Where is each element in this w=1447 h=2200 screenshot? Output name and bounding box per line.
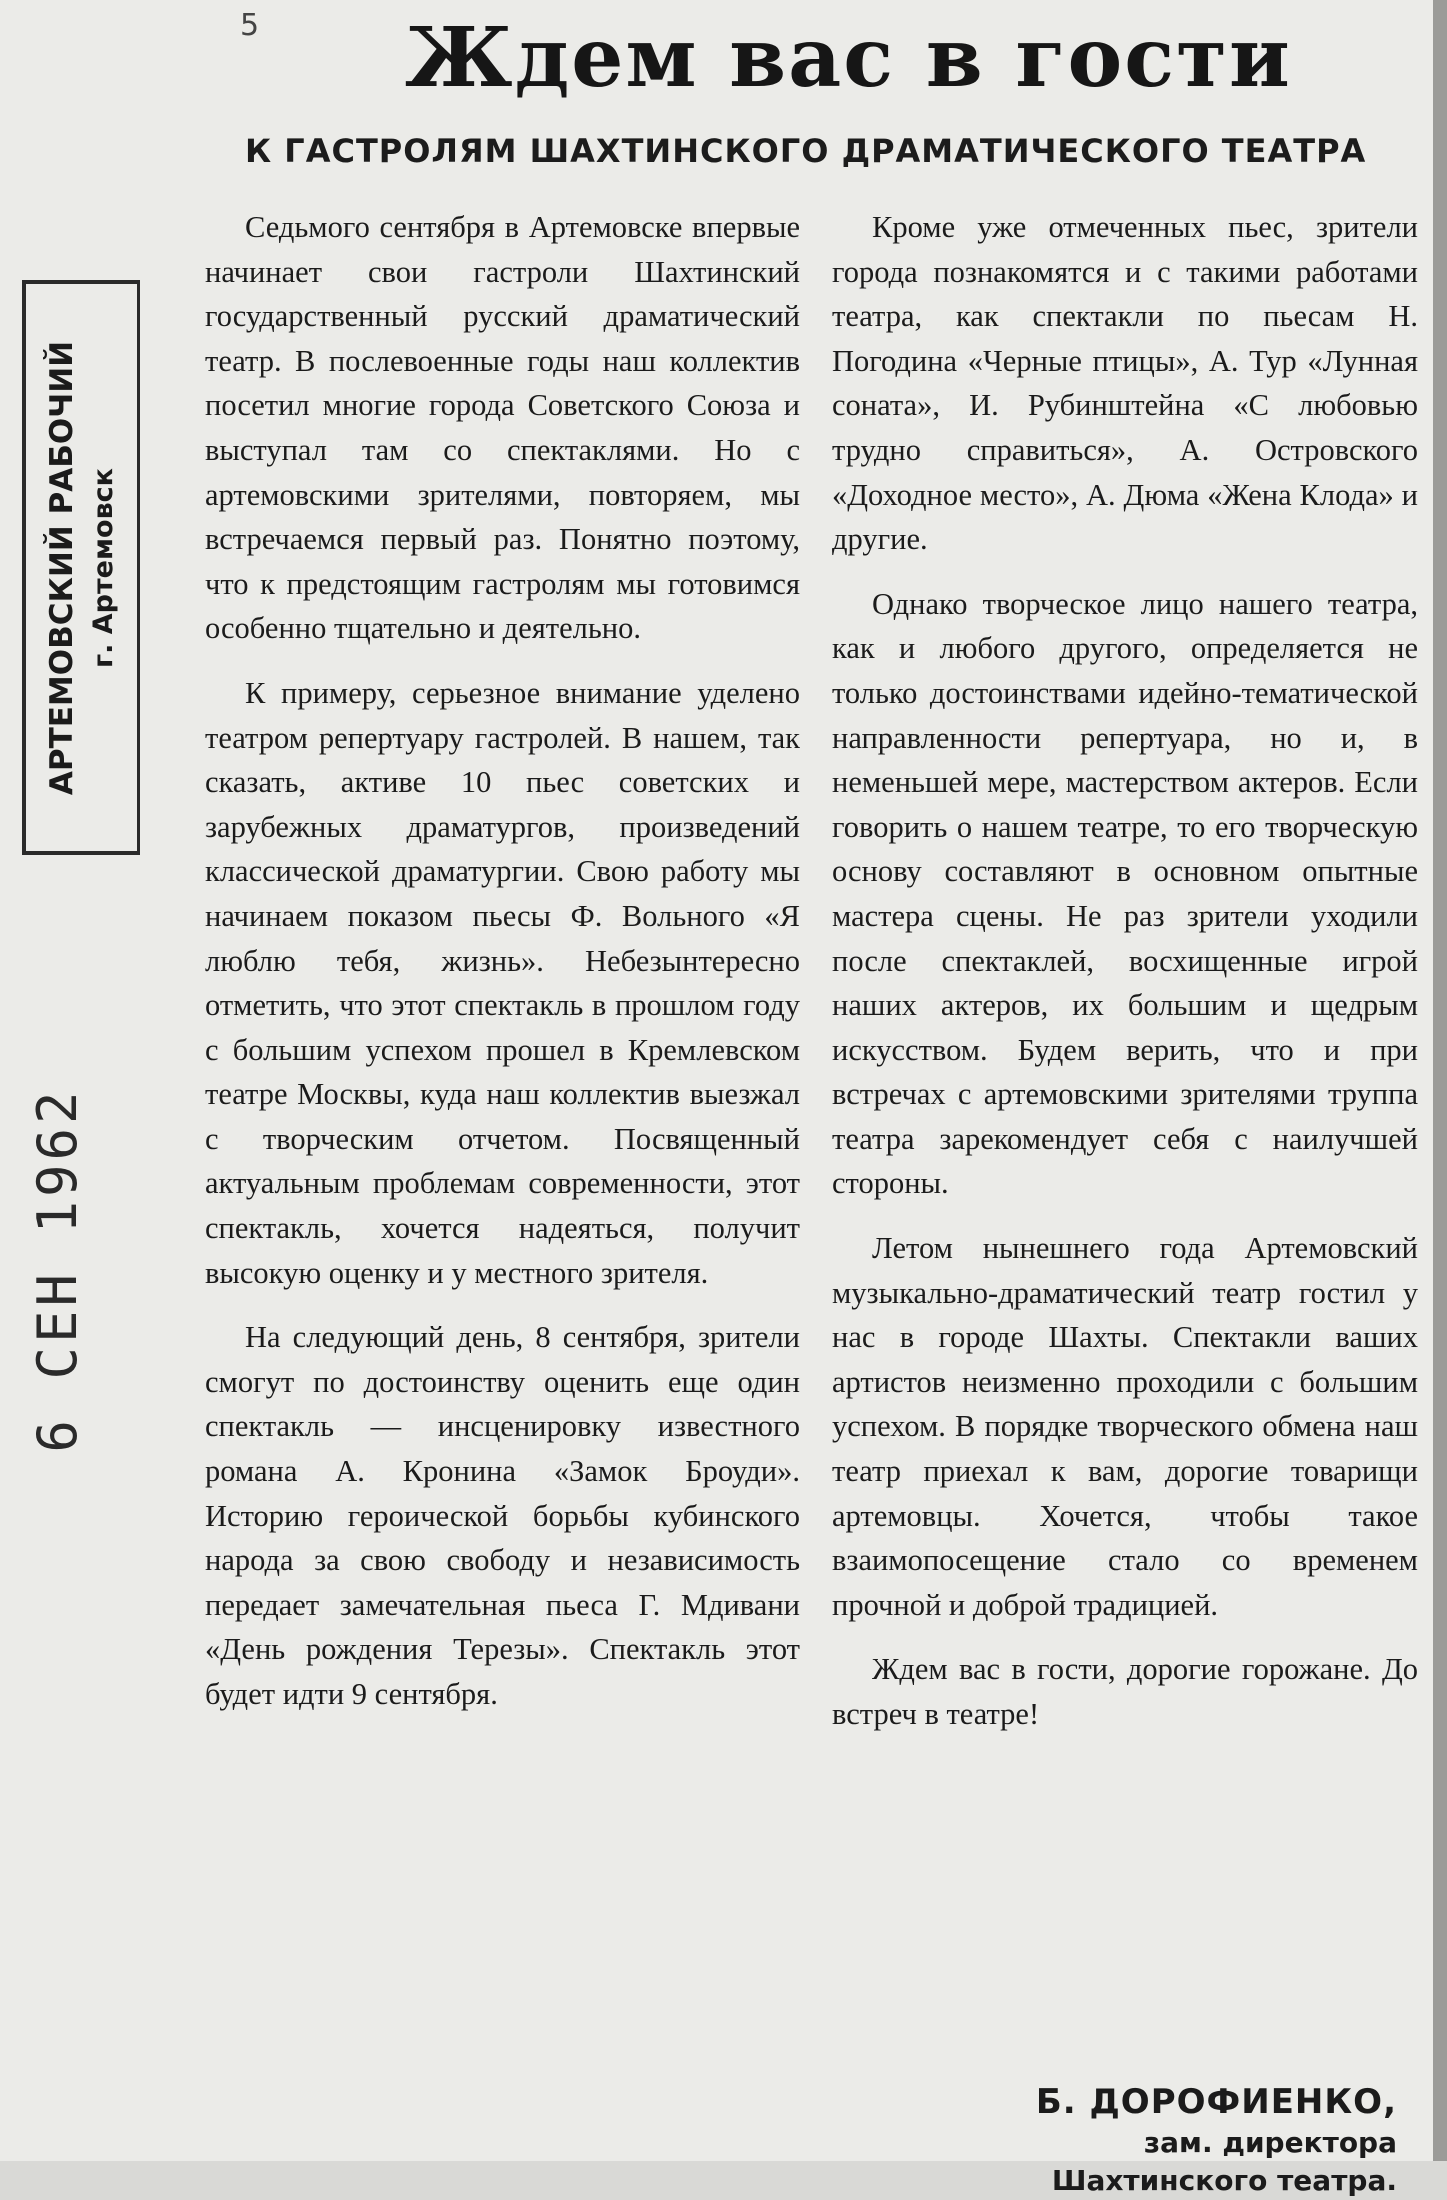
paragraph: К примеру, серьезное внимание уделено театром репертуару гастролей. В нашем, так сказать, активе 10 пьес советских и зарубежных драматургов, произведений классической драматургии. Свою работу мы начинаем показом пьесы Ф. Вольного «Я люблю тебя, жизнь». Небезынтересно отметить, что этот спектакль в прошлом году с большим успехом прошел в Кремлевском театре Москвы, куда наш коллектив выезжал с творческим отчетом. Посвященный актуальным проблемам современности, этот спектакль, хочется надеяться, получит высокую оценку и у местного зрителя. [205,675,800,1290]
torn-edge [1433,0,1447,2161]
author-organization: Шахтинского театра. [1051,2164,1397,2197]
paragraph: Летом нынешнего года Артемовский музыкально-драматический театр гостил у нас в городе Шахты. Спектакли ваших артистов неизменно проходили с большим успехом. В порядке творческого обмена наш театр приехал к вам, дорогие товарищи артемовцы. Хочется, чтобы такое взаимопосещение стало со временем прочной и доброй традицией. [832,1231,1418,1622]
signature [977,2080,1397,2200]
paragraph: Однако творческое лицо нашего театра, как и любого другого, определяется не только достоинствами идейно-тематической направленности репертуара, но и, в неменьшей мере, мастерством актеров. Если говорить о нашем театре, то его творческую основу составляют в основном опытные мастера сцены. Не раз зрители уходили после спектаклей, восхищенные игрой наших актеров, их большим и щедрым искусством. Будем верить, что и при встречах с артемовскими зрителями труппа театра зарекомендует себя с наилучшей стороны. [832,586,1418,1201]
author-name: Б. ДОРОФИЕНКО, [1035,2082,1397,2122]
paragraph: Кроме уже отмеченных пьес, зрители города познакомятся и с такими работами театра, как спектакли по пьесам Н. Погодина «Черные птицы», А. Тур «Лунная соната», И. Рубинштейна «С любовью трудно справиться», А. Островского «Доходное место», А. Дюма «Жена Клода» и другие. [832,210,1418,557]
paragraph: Ждем вас в гости, дорогие горожане. До встреч в театре! [832,1652,1418,1731]
author-role: зам. директора [1143,2126,1397,2159]
date-stamp [8,1060,108,1480]
headline: Ждем вас в гости [405,10,1292,106]
corner-mark: 5 [240,8,260,43]
paragraph: Седьмого сентября в Артемовске впервые начинает свои гастроли Шахтинский государственный русский драматический театр. В послевоенные годы наш коллектив посетил многие города Советского Союза и выступал там со спектаклями. Но с артемовскими зрителями, повторяем, мы встречаемся первый раз. Понятно поэтому, что к предстоящим гастролям мы готовимся особенно тщательно и деятельно. [205,210,800,646]
article-column-left [205,205,800,1737]
newspaper-name-stamp [22,280,140,855]
article-column-right [832,205,1418,1757]
date-stamp-text: 6 СЕН 1962 [26,1087,89,1453]
stamp-city: г. Артемовск [87,467,119,668]
stamp-newspaper-title: АРТЕМОВСКИЙ РАБОЧИЙ [43,340,80,795]
subheadline: К ГАСТРОЛЯМ ШАХТИНСКОГО ДРАМАТИЧЕСКОГО ТЕАТРА [245,132,1367,170]
paragraph: На следующий день, 8 сентября, зрители смогут по достоинству оценить еще один спектакль — инсценировку известного романа А. Кронина «Замок Броуди». Историю героической борьбы кубинского народа за свою свободу и независимость передает замечательная пьеса Г. Мдивани «День рождения Терезы». Спектакль этот будет идти 9 сентября. [205,1320,800,1711]
